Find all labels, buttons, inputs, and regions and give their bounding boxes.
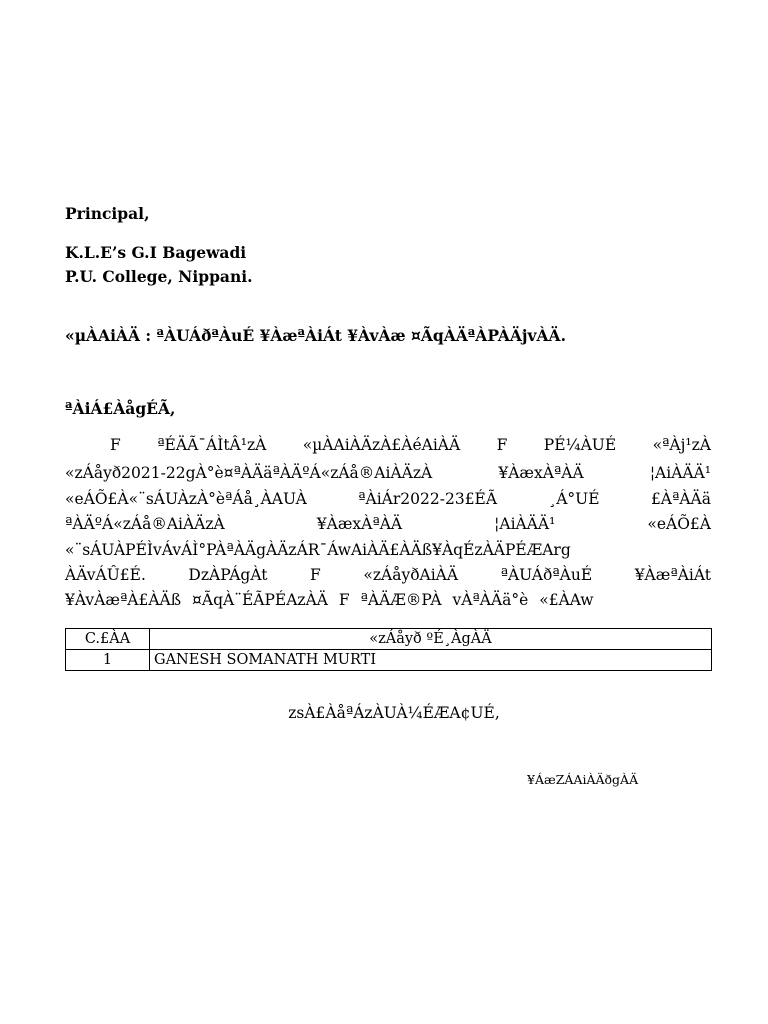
student-table: [65, 628, 712, 671]
body-line: «¨sÁUÀPÉÌvÁvÁÌ°PÀªÀÄgÀÄzÁR¯ÁwAiÀÄ£ÀÄß¥ÀqÉzÀÄPÉÆArg: [65, 541, 571, 559]
body-line: ªÀÄºÁ«zÁå®AiÀÄzÀ ¥ÀæxÀªÀÄ ¦AiÀÄÄ¹ «eÁÕ£À: [65, 515, 711, 533]
body-line: ÀÄvÁÛ£É. DzÀPÁgÀt F «zÁåyðAiÀÄ ªÀUÁðªÀuÉ ¥ÀæªÀiÁt: [65, 566, 711, 584]
body-line: F ªÉÄÃ¯ÁÌtÂ¹zÀ «µÀAiÀÄzÀ£ÀéAiÀÄ F PÉ¼ÀUÉ «ªÀj¹zÀ: [110, 436, 711, 454]
recipient-college: P.U. College, Nippani.: [65, 267, 253, 286]
body-line: «eÁÕ£À«¨sÁUÀzÀ°èªÁå¸ÀAUÀ ªÀiÁr2022-23£ÉÃ ¸Á°UÉ £ÀªÀÄä: [65, 490, 711, 508]
signature-designation: ¥ÁæZÁAiÀÄðgÀÄ: [527, 772, 639, 787]
letter-closing: zsÀ£ÀåªÁzÀUÀ¼ÉÆA¢UÉ,: [288, 704, 500, 722]
letter-subject: «µÀAiÀÄ : ªÀUÁðªÀuÉ ¥ÀæªÀiÁt ¥ÀvÀæ ¤ÃqÀÄªÀPÀÄjvÀÄ.: [65, 326, 566, 345]
letter-salutation: ªÀiÁ£ÀågÉÃ,: [65, 399, 176, 418]
body-line: «zÁåyð2021-22gÀ°è¤ªÀÄäªÀÄºÁ«zÁå®AiÀÄzÀ ¥ÀæxÀªÀÄ ¦AiÀÄÄ¹: [65, 464, 711, 482]
body-line: ¥ÀvÀæªÀ£ÀÄß ¤ÃqÀ¨ÉÃPÉAzÀÄ F ªÀÄÆ®PÀ vÀªÀÄä°è «£ÀAw: [65, 591, 594, 609]
recipient-institution: K.L.E’s G.I Bagewadi: [65, 243, 247, 262]
student-name-header: «zÁåyð ºÉ¸ÀgÀÄ: [150, 629, 712, 650]
table-row: [66, 650, 712, 671]
serial-number-header: C.£ÀA: [66, 629, 150, 650]
serial-number-cell: 1: [66, 650, 150, 671]
student-name-cell: GANESH SOMANATH MURTI: [150, 650, 712, 671]
recipient-title: Principal,: [65, 204, 150, 223]
table-header-row: [66, 629, 712, 650]
